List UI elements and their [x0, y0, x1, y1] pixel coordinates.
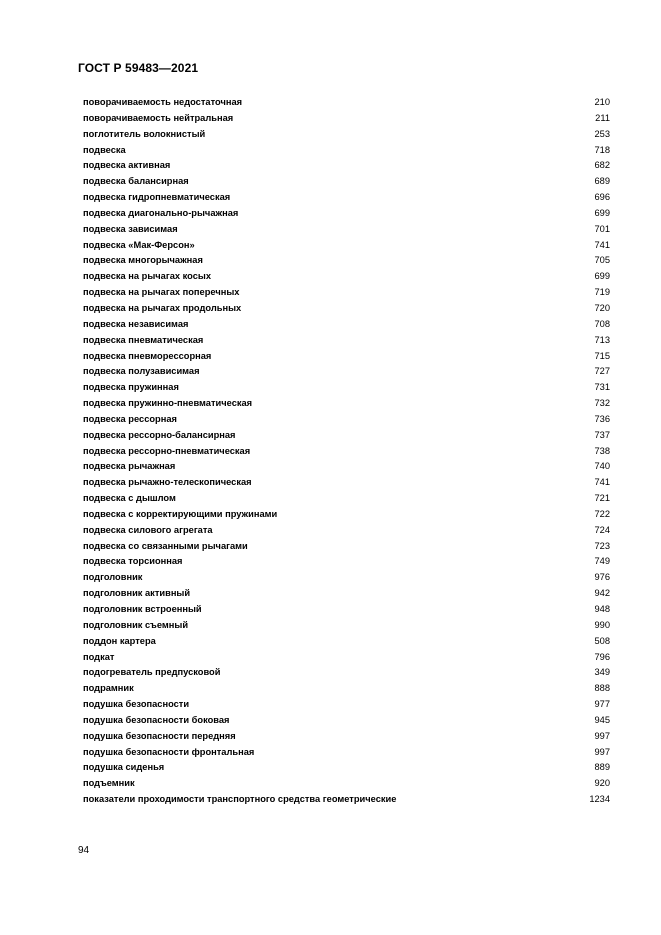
index-page-ref: 699 — [594, 271, 610, 282]
index-entry — [83, 665, 610, 681]
index-page-ref: 740 — [594, 461, 610, 472]
index-term: подвеска торсионная — [83, 556, 183, 567]
index-page-ref: 948 — [594, 604, 610, 614]
index-page-ref: 696 — [594, 192, 610, 203]
index-term: подвеска рессорно-пневматическая — [83, 445, 251, 456]
index-term: подвеска пружинно-пневматическая — [83, 398, 253, 409]
index-term: подушка безопасности — [83, 699, 190, 710]
index-entry — [83, 269, 610, 285]
index-term: подвеска с корректирующими пружинами — [83, 508, 278, 519]
index-term: подвеска гидропневматическая — [83, 192, 231, 203]
index-entry — [83, 729, 610, 745]
alphabetical-index — [83, 95, 610, 808]
index-entry — [83, 586, 610, 602]
index-page-ref: 741 — [594, 477, 610, 488]
index-term: подушка сиденья — [83, 762, 165, 773]
index-page-ref: 210 — [594, 97, 610, 107]
index-entry — [83, 301, 610, 317]
index-entry — [83, 380, 610, 396]
index-entry — [83, 602, 610, 618]
index-page-ref: 736 — [594, 413, 610, 424]
index-term: подвеска силового агрегата — [83, 524, 213, 535]
index-page-ref: 508 — [594, 635, 610, 646]
index-term: подвеска независимая — [83, 318, 189, 329]
index-page-ref: 920 — [594, 778, 610, 789]
index-page-ref: 721 — [594, 493, 610, 504]
index-term: подвеска — [83, 144, 126, 155]
index-page-ref: 699 — [594, 207, 610, 218]
index-term: подвеска рессорно-балансирная — [83, 429, 236, 440]
index-term: подкат — [83, 651, 115, 662]
index-entry — [83, 158, 610, 174]
index-term: подголовник съемный — [83, 619, 189, 630]
index-term: поддон картера — [83, 635, 156, 646]
index-entry — [83, 190, 610, 206]
index-entry — [83, 222, 610, 238]
index-page-ref: 701 — [594, 223, 610, 234]
index-term: подвеска рычажно-телескопическая — [83, 477, 252, 488]
index-page-ref: 211 — [595, 112, 610, 123]
index-entry — [83, 650, 610, 666]
index-page-ref: 889 — [594, 762, 610, 773]
index-entry — [83, 111, 610, 127]
index-page-ref: 732 — [594, 398, 610, 409]
index-entry — [83, 174, 610, 190]
index-entry — [83, 634, 610, 650]
index-entry — [83, 554, 610, 570]
index-page-ref: 713 — [594, 334, 610, 345]
index-entry — [83, 459, 610, 475]
index-entry — [83, 539, 610, 555]
index-entry — [83, 681, 610, 697]
index-entry — [83, 238, 610, 254]
index-entry — [83, 333, 610, 349]
index-entry — [83, 412, 610, 428]
index-page-ref: 720 — [594, 302, 610, 313]
index-term: поворачиваемость недостаточная — [83, 97, 243, 107]
index-entry — [83, 95, 610, 111]
index-page-ref: 1234 — [589, 794, 610, 805]
index-entry — [83, 444, 610, 460]
index-term: подвеска многорычажная — [83, 255, 203, 266]
index-page-ref: 722 — [594, 508, 610, 519]
index-entry — [83, 143, 610, 159]
index-term: подвеска с дышлом — [83, 493, 176, 504]
index-entry — [83, 428, 610, 444]
index-term: подголовник — [83, 572, 143, 583]
index-term: подъемник — [83, 778, 135, 789]
index-entry — [83, 396, 610, 412]
index-page-ref: 741 — [594, 239, 610, 250]
index-term: подвеска рессорная — [83, 413, 177, 424]
index-entry — [83, 792, 610, 808]
index-page-ref: 796 — [594, 651, 610, 662]
index-entry — [83, 523, 610, 539]
index-term: подвеска зависимая — [83, 223, 178, 234]
index-entry — [83, 760, 610, 776]
index-entry — [83, 570, 610, 586]
index-term: подвеска на рычагах продольных — [83, 302, 242, 313]
index-page-ref: 990 — [594, 619, 610, 630]
index-term: поглотитель волокнистый — [83, 128, 206, 139]
index-term: подрамник — [83, 683, 134, 694]
index-entry — [83, 475, 610, 491]
index-entry — [83, 776, 610, 792]
index-page-ref: 976 — [594, 572, 610, 583]
document-header: ГОСТ Р 59483—2021 — [78, 61, 199, 75]
index-entry — [83, 349, 610, 365]
index-term: подвеска со связанными рычагами — [83, 540, 248, 551]
index-page-ref: 997 — [594, 730, 610, 741]
index-entry — [83, 507, 610, 523]
index-entry — [83, 206, 610, 222]
index-page-ref: 253 — [594, 128, 610, 139]
index-term: подвеска пружинная — [83, 382, 179, 393]
index-entry — [83, 253, 610, 269]
index-page-ref: 705 — [594, 255, 610, 266]
index-page-ref: 718 — [594, 144, 610, 155]
index-term: подвеска пневморессорная — [83, 350, 212, 361]
index-entry — [83, 285, 610, 301]
index-term: подвеска балансирная — [83, 176, 189, 187]
index-page-ref: 737 — [594, 429, 610, 440]
index-entry — [83, 697, 610, 713]
index-term: подвеска пневматическая — [83, 334, 204, 345]
index-term: подголовник активный — [83, 588, 191, 599]
index-page-ref: 715 — [594, 350, 610, 361]
index-page-ref: 708 — [594, 318, 610, 329]
index-page-ref: 689 — [594, 176, 610, 187]
index-term: подвеска полузависимая — [83, 366, 200, 377]
index-term: подвеска «Мак-Ферсон» — [83, 239, 195, 250]
index-page-ref: 724 — [594, 524, 610, 535]
index-page-ref: 723 — [594, 540, 610, 551]
index-entry — [83, 713, 610, 729]
index-page-ref: 888 — [594, 683, 610, 694]
page-number: 94 — [78, 845, 90, 856]
index-entry — [83, 127, 610, 143]
index-term: подвеска на рычагах косых — [83, 271, 212, 282]
index-term: подушка безопасности передняя — [83, 730, 236, 741]
index-term: подушка безопасности фронтальная — [83, 746, 255, 757]
index-term: показатели проходимости транспортного средства геометрические — [83, 794, 397, 805]
index-entry — [83, 317, 610, 333]
index-page-ref: 749 — [594, 556, 610, 567]
index-page-ref: 997 — [594, 746, 610, 757]
index-page-ref: 731 — [594, 382, 610, 393]
index-entry — [83, 618, 610, 634]
index-page-ref: 942 — [594, 588, 610, 599]
index-term: подогреватель предпусковой — [83, 667, 221, 678]
index-term: подвеска рычажная — [83, 461, 176, 472]
index-term: подушка безопасности боковая — [83, 714, 230, 725]
index-term: подвеска активная — [83, 160, 171, 171]
index-page-ref: 727 — [594, 366, 610, 377]
index-term: поворачиваемость нейтральная — [83, 112, 234, 123]
index-page-ref: 349 — [594, 667, 610, 678]
index-entry — [83, 745, 610, 761]
index-term: подвеска диагонально-рычажная — [83, 207, 239, 218]
index-page-ref: 682 — [594, 160, 610, 171]
index-page-ref: 719 — [594, 287, 610, 298]
index-term: подголовник встроенный — [83, 604, 202, 614]
index-entry — [83, 364, 610, 380]
index-term: подвеска на рычагах поперечных — [83, 287, 240, 298]
index-entry — [83, 491, 610, 507]
index-page-ref: 945 — [594, 714, 610, 725]
index-page-ref: 738 — [594, 445, 610, 456]
index-page-ref: 977 — [594, 699, 610, 710]
